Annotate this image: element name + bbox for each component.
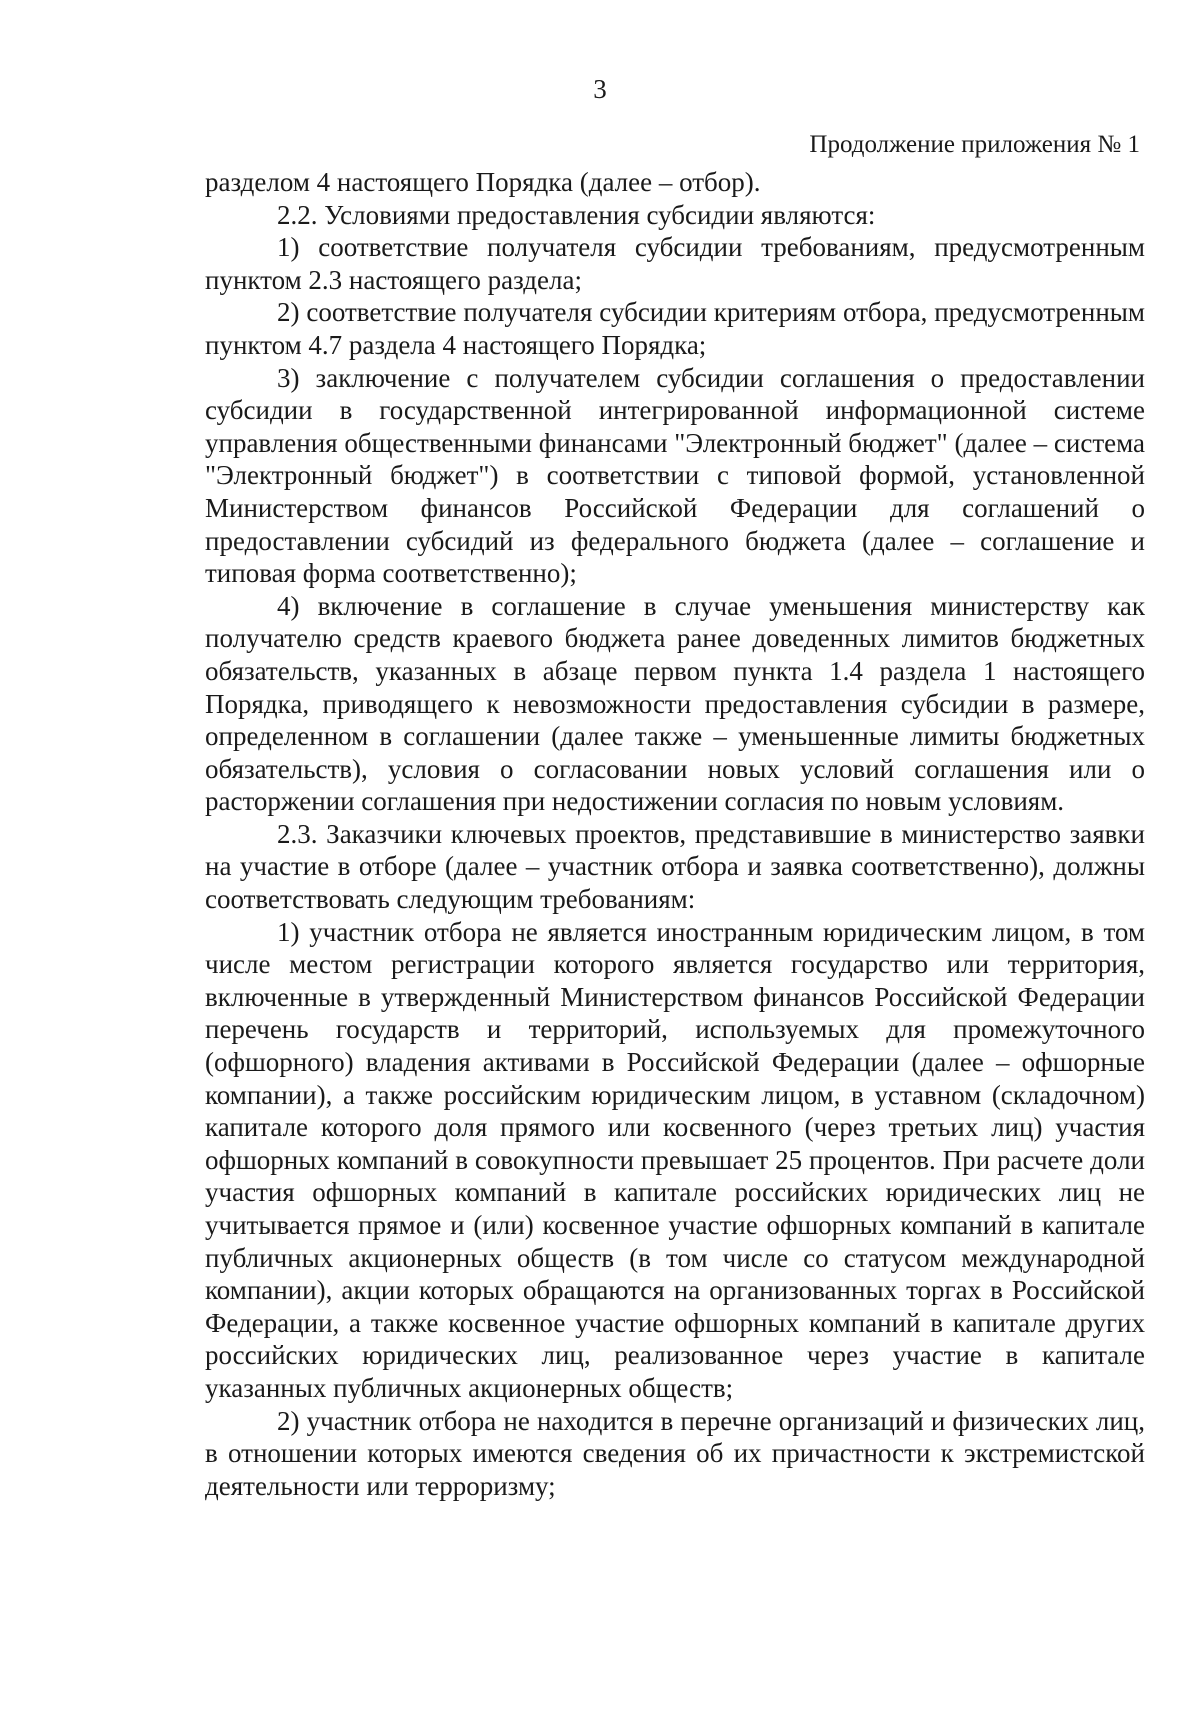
paragraph-2-2-item-1: 1) соответствие получателя субсидии требованиям, предусмотренным пунктом 2.3 настоящего раздела; bbox=[205, 232, 1145, 295]
paragraph-2-3-item-2: 2) участник отбора не находится в перечне организаций и физических лиц, в отношении которых имеются сведения об их причастности к экстремистской деятельности или терроризму; bbox=[205, 1405, 1145, 1501]
page-number: 3 bbox=[593, 74, 607, 104]
paragraph-2-3-item-1: 1) участник отбора не является иностранным юридическим лицом, в том числе местом регистрации которого является государство или территория, включенные в утвержденный Министерством финансов Российской Федерации перечень государств и территорий, используемых для промежуточного (офшорного) владения активами в Российской Федерации (далее – офшорные компании), а также российским юридическим лицом, в уставном (складочном) капитале которого доля прямого или косвенного (через третьих лиц) участия офшорных компаний в совокупности превышает 25 процентов. При расчете доли участия офшорных компаний в капитале российских юридических лиц не учитывается прямое и (или) косвенное участие офшорных компаний в капитале публичных акционерных обществ (в том числе со статусом международной компании), акции которых обращаются на организованных торгах в Российской Федерации, а также косвенное участие офшорных компаний в капитале других российских юридических лиц, реализованное через участие в капитале указанных публичных акционерных обществ; bbox=[205, 916, 1145, 1403]
document-body bbox=[205, 166, 1145, 1502]
paragraph-2-2-item-3: 3) заключение с получателем субсидии соглашения о предоставлении субсидии в государственной интегрированной информационной системе управления общественными финансами "Электронный бюджет" (далее – система "Электронный бюджет") в соответствии с типовой формой, установленной Министерством финансов Российской Федерации для соглашений о предоставлении субсидий из федерального бюджета (далее – соглашение и типовая форма соответственно); bbox=[205, 362, 1145, 589]
paragraph-2-2-item-4: 4) включение в соглашение в случае уменьшения министерству как получателю средств краевого бюджета ранее доведенных лимитов бюджетных обязательств, указанных в абзаце первом пункта 1.4 раздела 1 настоящего Порядка, приводящего к невозможности предоставления субсидии в размере, определенном в соглашении (далее также – уменьшенные лимиты бюджетных обязательств), условия о согласовании новых условий соглашения или о расторжении соглашения при недостижении согласия по новым условиям. bbox=[205, 590, 1145, 817]
paragraph-2-3: 2.3. Заказчики ключевых проектов, представившие в министерство заявки на участие в отборе (далее – участник отбора и заявка соответственно), должны соответствовать следующим требованиям: bbox=[205, 818, 1145, 915]
paragraph-2-2-item-2: 2) соответствие получателя субсидии критериям отбора, предусмотренным пунктом 4.7 раздела 4 настоящего Порядка; bbox=[205, 297, 1145, 360]
paragraph-2-2: 2.2. Условиями предоставления субсидии являются: bbox=[277, 199, 876, 230]
paragraph-continuation: разделом 4 настоящего Порядка (далее – отбор). bbox=[205, 167, 761, 197]
appendix-continuation-note: Продолжение приложения № 1 bbox=[809, 131, 1140, 158]
